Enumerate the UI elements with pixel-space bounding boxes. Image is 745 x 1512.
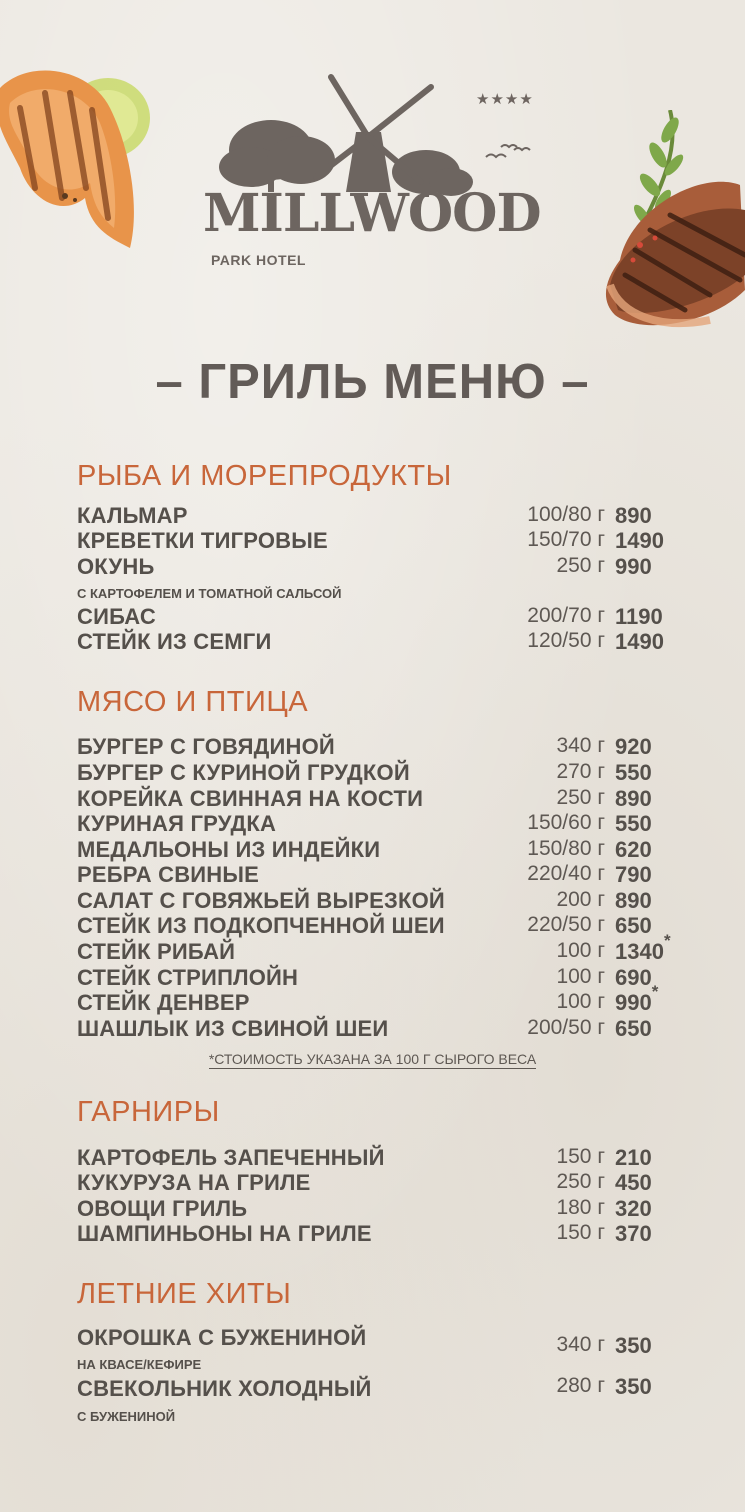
menu-item <box>77 837 677 862</box>
item-price: 370 <box>615 1221 652 1246</box>
hotel-rating-stars: ★★★★ <box>476 90 534 108</box>
section-title-seafood: РЫБА И МОРЕПРОДУКТЫ <box>77 460 452 492</box>
grilled-steak-illustration <box>600 110 745 335</box>
item-weight: 200/70 г <box>527 604 605 627</box>
menu-item <box>77 888 677 913</box>
brand-subtitle: PARK HOTEL <box>211 252 306 268</box>
item-name: КРЕВЕТКИ ТИГРОВЫЕ <box>77 528 328 553</box>
item-price: 320 <box>615 1196 652 1221</box>
item-weight: 180 г <box>556 1196 605 1219</box>
item-name: КУКУРУЗА НА ГРИЛЕ <box>77 1170 311 1195</box>
item-weight: 200 г <box>556 888 605 911</box>
item-price: 650 <box>615 913 652 938</box>
menu-item <box>77 528 677 553</box>
item-note: НА КВАСЕ/КЕФИРЕ <box>77 1357 202 1372</box>
item-price: 350 <box>615 1333 652 1358</box>
item-weight: 100 г <box>556 965 605 988</box>
menu-item <box>77 1016 677 1041</box>
price-footnote: *СТОИМОСТЬ УКАЗАНА ЗА 100 Г СЫРОГО ВЕСА <box>208 1051 537 1067</box>
menu-item <box>77 503 677 528</box>
section-title-sides: ГАРНИРЫ <box>77 1096 220 1128</box>
item-weight: 150/70 г <box>527 528 605 551</box>
item-name: КАРТОФЕЛЬ ЗАПЕЧЕННЫЙ <box>77 1145 385 1170</box>
item-name: ШАМПИНЬОНЫ НА ГРИЛЕ <box>77 1221 372 1246</box>
item-weight: 200/50 г <box>527 1016 605 1039</box>
item-name: СТЕЙК ИЗ ПОДКОПЧЕННОЙ ШЕИ <box>77 913 445 938</box>
menu-item <box>77 913 677 938</box>
menu-item <box>77 760 677 785</box>
item-note: С КАРТОФЕЛЕМ И ТОМАТНОЙ САЛЬСОЙ <box>77 586 342 601</box>
item-name: СТЕЙК ДЕНВЕР <box>77 990 250 1015</box>
item-name: РЕБРА СВИНЫЕ <box>77 862 259 887</box>
item-weight: 150/60 г <box>527 811 605 834</box>
item-note: С БУЖЕНИНОЙ <box>77 1409 176 1424</box>
item-weight: 250 г <box>556 1170 605 1193</box>
menu-item <box>77 1196 677 1221</box>
menu-item <box>77 1325 677 1358</box>
item-weight: 220/50 г <box>527 913 605 936</box>
item-weight: 100/80 г <box>527 503 605 526</box>
item-price: 350 <box>615 1374 652 1399</box>
item-price: 990* <box>615 982 659 1015</box>
item-name: МЕДАЛЬОНЫ ИЗ ИНДЕЙКИ <box>77 837 381 862</box>
item-price: 210 <box>615 1145 652 1170</box>
menu-item <box>77 982 677 1015</box>
section-title-summer: ЛЕТНИЕ ХИТЫ <box>77 1278 292 1310</box>
menu-item <box>77 1221 677 1246</box>
item-name: ОВОЩИ ГРИЛЬ <box>77 1196 248 1221</box>
item-weight: 100 г <box>556 990 605 1013</box>
item-name: БУРГЕР С ГОВЯДИНОЙ <box>77 734 335 759</box>
section-title-meat: МЯСО И ПТИЦА <box>77 686 309 718</box>
item-weight: 270 г <box>556 760 605 783</box>
item-price: 1340* <box>615 931 671 964</box>
item-weight: 250 г <box>556 554 605 577</box>
menu-item <box>77 931 677 964</box>
item-name: СВЕКОЛЬНИК ХОЛОДНЫЙ <box>77 1376 372 1401</box>
item-price: 890 <box>615 786 652 811</box>
menu-item <box>77 554 677 579</box>
menu-item <box>77 734 677 759</box>
item-name: КАЛЬМАР <box>77 503 188 528</box>
item-price: 920 <box>615 734 652 759</box>
menu-item <box>77 629 677 654</box>
item-weight: 120/50 г <box>527 629 605 652</box>
item-name: КОРЕЙКА СВИННАЯ НА КОСТИ <box>77 786 424 811</box>
item-name: САЛАТ С ГОВЯЖЬЕЙ ВЫРЕЗКОЙ <box>77 888 445 913</box>
item-weight: 150 г <box>556 1221 605 1244</box>
item-name: КУРИНАЯ ГРУДКА <box>77 811 277 836</box>
item-price: 890 <box>615 888 652 913</box>
item-weight: 250 г <box>556 786 605 809</box>
item-name: СИБАС <box>77 604 156 629</box>
item-name: ОКУНЬ <box>77 554 155 579</box>
menu-item <box>77 604 677 629</box>
item-price: 1190 <box>615 604 663 629</box>
item-weight: 220/40 г <box>527 862 605 885</box>
price-footnote-mark: * <box>651 982 659 1001</box>
item-price: 550 <box>615 811 652 836</box>
menu-item <box>77 965 677 990</box>
page-title: – ГРИЛЬ МЕНЮ – <box>155 355 590 409</box>
item-price: 620 <box>615 837 652 862</box>
item-price: 550 <box>615 760 652 785</box>
item-price: 1490 <box>615 528 664 553</box>
item-price: 990 <box>615 554 652 579</box>
brand-name: MILLWOOD <box>203 183 541 244</box>
item-name: СТЕЙК РИБАЙ <box>77 939 236 964</box>
item-name: БУРГЕР С КУРИНОЙ ГРУДКОЙ <box>77 760 410 785</box>
menu-item <box>77 811 677 836</box>
item-price: 790 <box>615 862 652 887</box>
item-price: 650 <box>615 1016 652 1041</box>
item-weight: 150/80 г <box>527 837 605 860</box>
grilled-salmon-illustration <box>0 48 165 263</box>
item-weight: 150 г <box>556 1145 605 1168</box>
item-price: 890 <box>615 503 652 528</box>
item-price: 1490 <box>615 629 664 654</box>
menu-item <box>77 1376 677 1401</box>
item-name: ШАШЛЫК ИЗ СВИНОЙ ШЕИ <box>77 1016 389 1041</box>
item-weight: 340 г <box>556 1333 605 1356</box>
item-name: СТЕЙК СТРИПЛОЙН <box>77 965 299 990</box>
item-weight: 340 г <box>556 734 605 757</box>
menu-item <box>77 1145 677 1170</box>
item-weight: 280 г <box>556 1374 605 1397</box>
item-weight: 100 г <box>556 939 605 962</box>
item-name: ОКРОШКА С БУЖЕНИНОЙ <box>77 1325 367 1350</box>
item-name: СТЕЙК ИЗ СЕМГИ <box>77 629 272 654</box>
menu-item <box>77 1170 677 1195</box>
price-footnote-mark: * <box>663 931 671 950</box>
item-price: 450 <box>615 1170 652 1195</box>
menu-item <box>77 786 677 811</box>
menu-item <box>77 862 677 887</box>
item-price: 690 <box>615 965 652 990</box>
